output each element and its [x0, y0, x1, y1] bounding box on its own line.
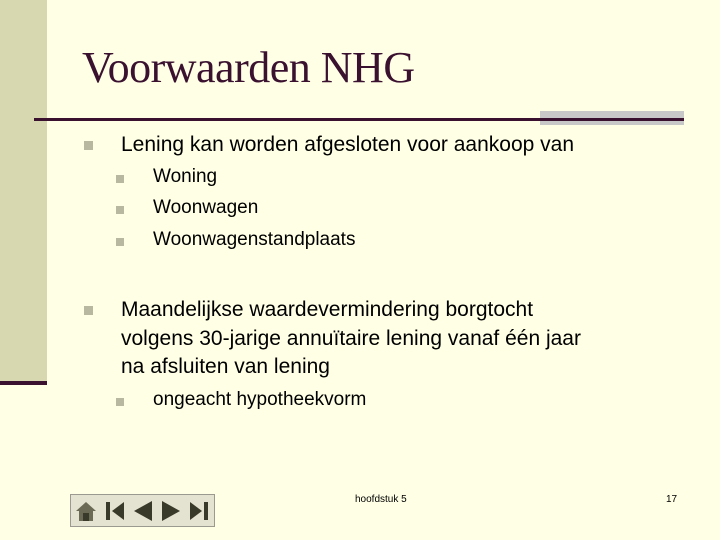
sub-bullet-marker: [116, 206, 124, 214]
next-slide-button[interactable]: [157, 495, 185, 526]
sub-bullet-marker: [116, 238, 124, 246]
left-decorative-bar: [0, 0, 47, 385]
slide-title: Voorwaarden NHG: [82, 43, 415, 92]
last-slide-button[interactable]: [185, 495, 213, 526]
title-rule-accent-line: [540, 118, 684, 121]
bullet-text-line: volgens 30-jarige annuïtaire lening vanaf één jaar: [121, 327, 581, 350]
first-slide-icon: [103, 498, 127, 524]
sub-bullet-text: Woonwagen: [153, 197, 259, 218]
next-slide-icon: [159, 498, 183, 524]
first-slide-button[interactable]: [101, 495, 129, 526]
sub-bullet-marker: [116, 398, 124, 406]
sub-bullet-text: Woning: [153, 166, 218, 187]
bullet-text-line: Maandelijkse waardevermindering borgtocht: [121, 298, 534, 321]
bullet-marker: [84, 141, 93, 150]
last-slide-icon: [187, 498, 211, 524]
bullet-marker: [84, 306, 93, 315]
bullet-text: Lening kan worden afgesloten voor aankoop van: [121, 133, 574, 156]
left-bar-accent: [0, 381, 47, 385]
footer-chapter: hoofdstuk 5: [355, 494, 407, 505]
bullet-text-line: na afsluiten van lening: [121, 355, 330, 378]
previous-slide-button[interactable]: [129, 495, 157, 526]
footer-page-number: 17: [666, 494, 678, 505]
sub-bullet-text: ongeacht hypotheekvorm: [153, 389, 367, 410]
sub-bullet-marker: [116, 175, 124, 183]
previous-slide-icon: [131, 498, 155, 524]
slide-navigation-bar: [70, 494, 215, 527]
home-icon: [73, 498, 99, 524]
sub-bullet-text: Woonwagenstandplaats: [153, 229, 356, 250]
home-button[interactable]: [72, 495, 100, 526]
